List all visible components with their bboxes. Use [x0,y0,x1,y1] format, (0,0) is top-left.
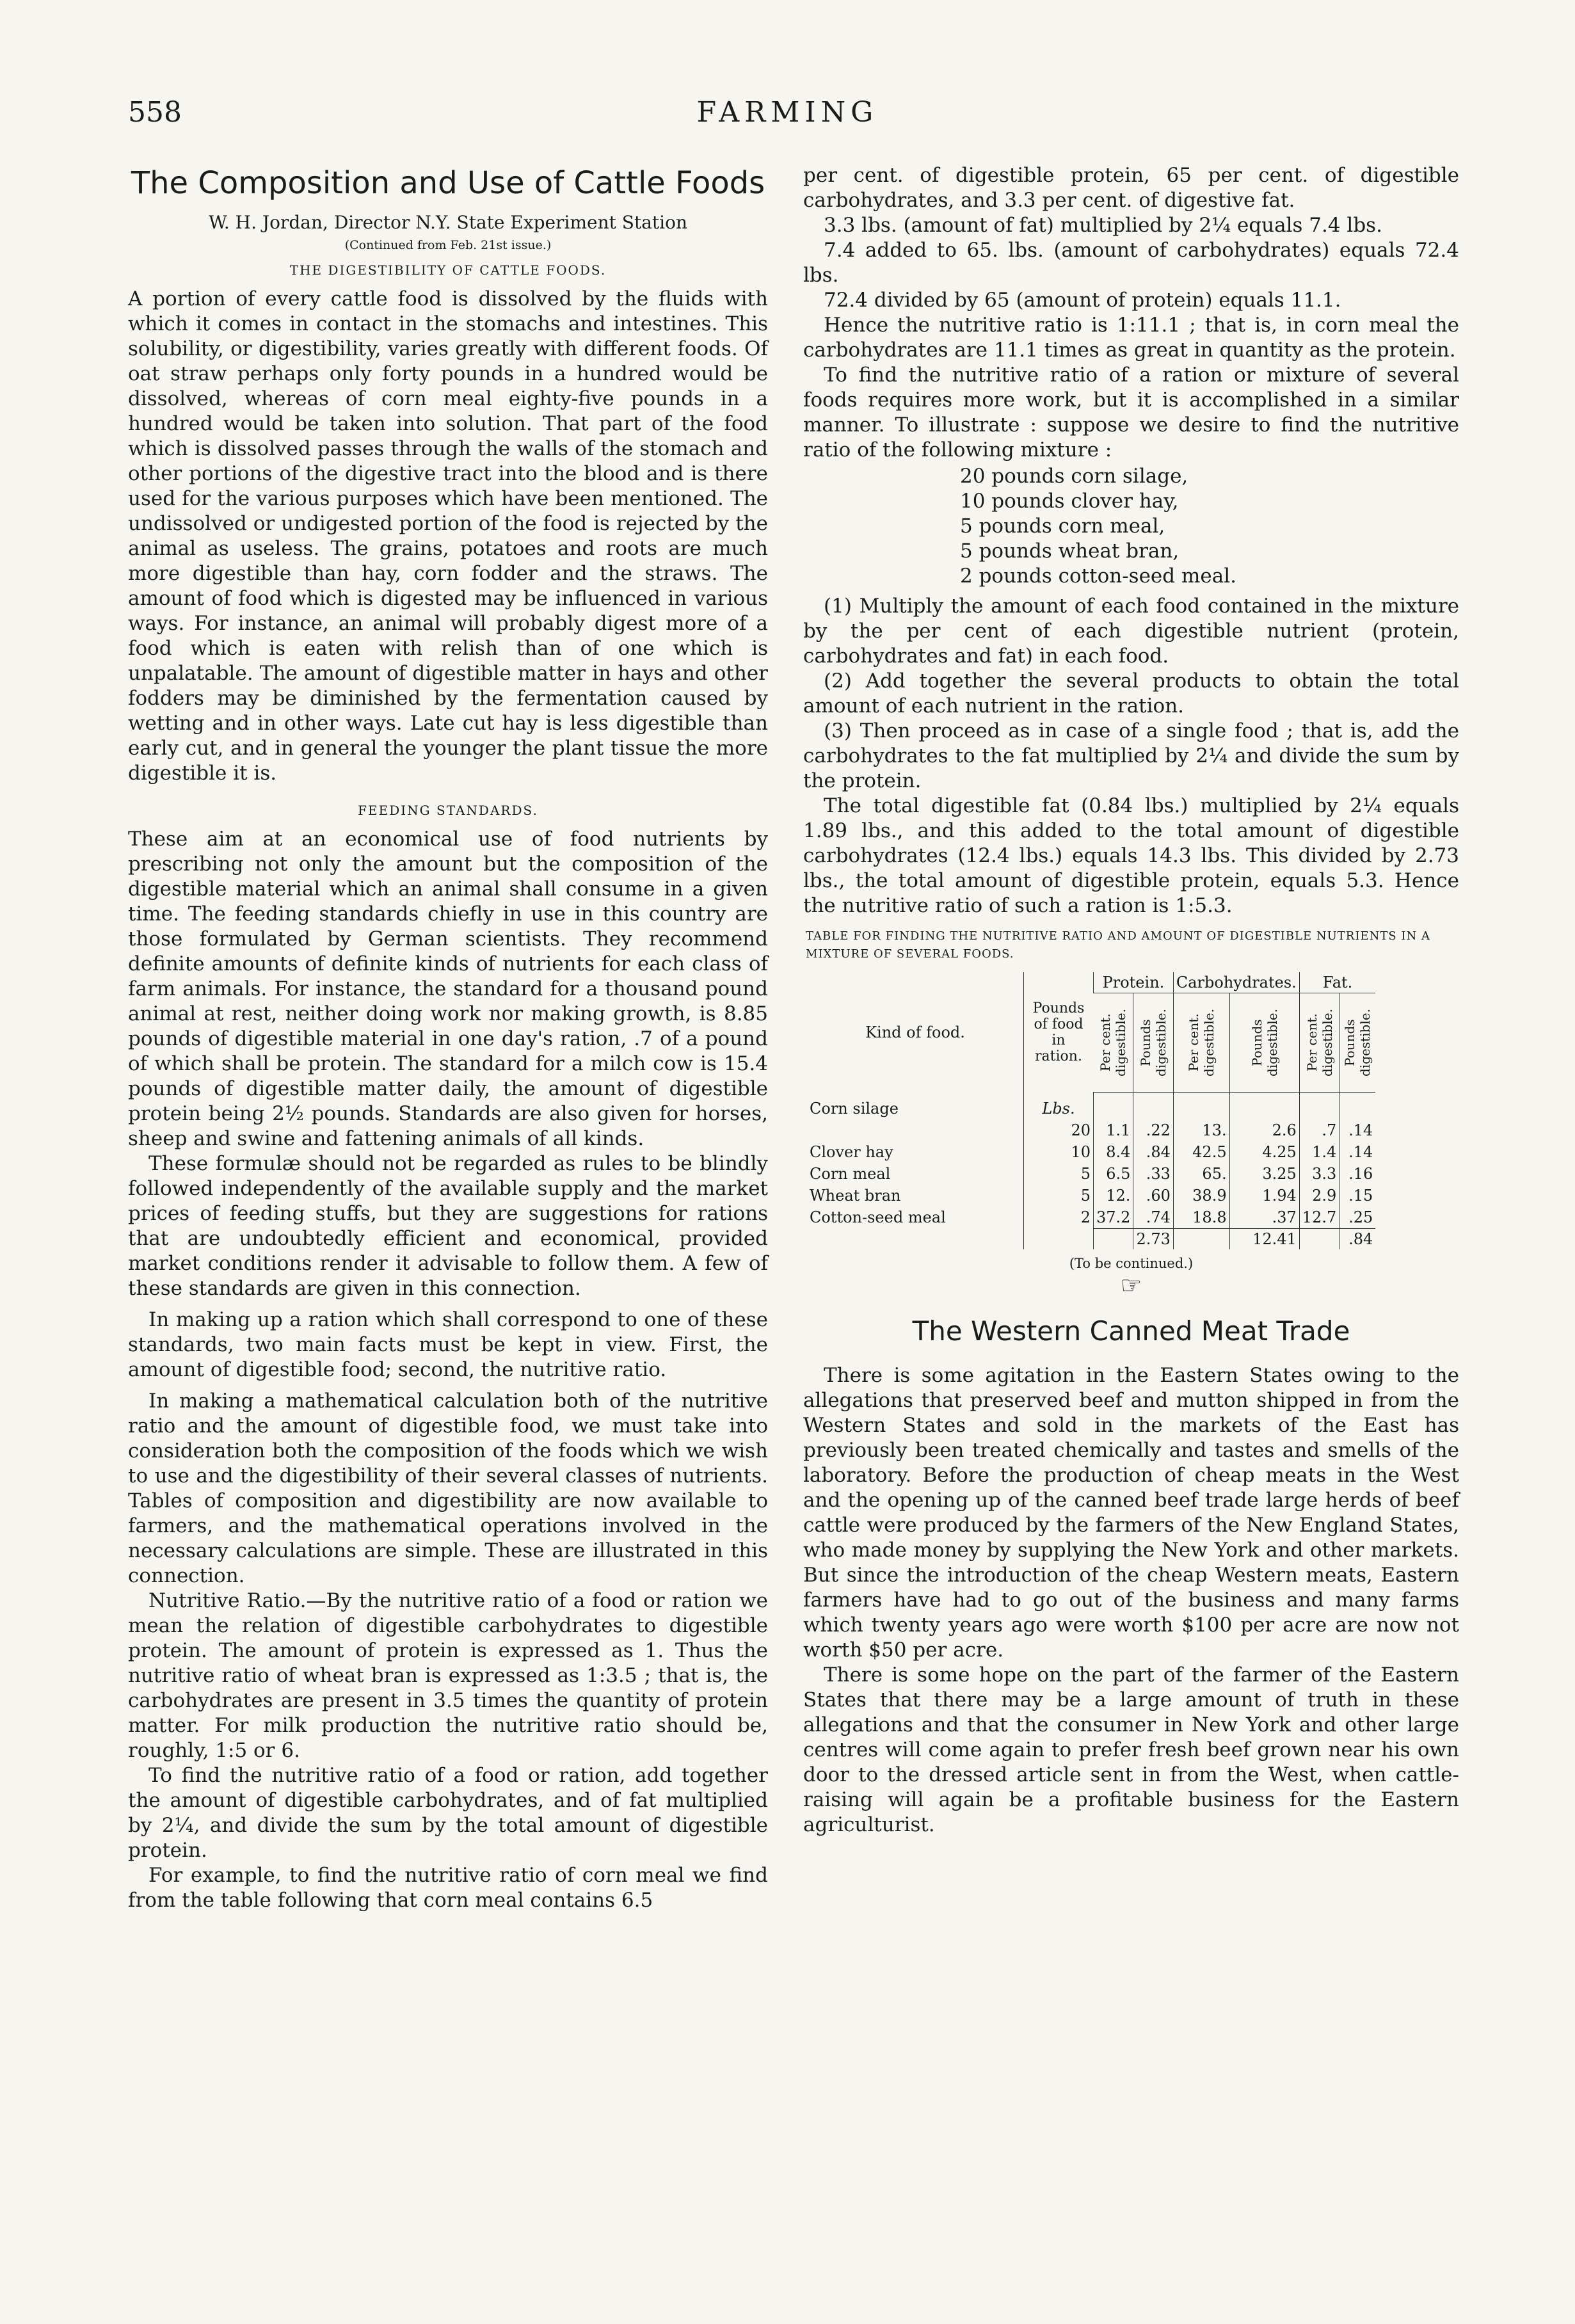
paragraph: There is some agitation in the Eastern States owing to the allegations that preserved beef and mutton shipped in from the Western States and sold in the markets of the East has previously been treated chemically and tastes and smells of the laboratory. Before the production of cheap meats in the West and the opening up of the canned beef trade large herds of beef cattle were produced by the farmers of the New England States, who made money by supplying the New York and other markets. But since the introduction of the cheap Western meats, Eastern farmers have had to go out of the business and many farms which twenty years ago were worth $100 per acre are now not worth $50 per acre. [803,1363,1459,1662]
row-label: Cotton-seed meal [810,1208,946,1226]
column-header-pounds: Pounds of food in ration. [1024,972,1094,1093]
subheader-percent: Per cent. digestible. [1304,1009,1335,1077]
cell: 5 [1024,1163,1094,1185]
cell: 13. [1173,1119,1229,1141]
left-column [128,163,768,1913]
to-be-continued: (To be continued.) [1069,1255,1194,1271]
list-item: 5 pounds corn meal, [960,515,1165,538]
cell: 42.5 [1173,1141,1229,1163]
group-header-fat: Fat. [1299,972,1375,993]
paragraph: In making up a ration which shall correspond to one of these standards, two main facts must be kept in view. First, the amount of digestible food; second, the nutritive ratio. [128,1308,768,1381]
cell: .60 [1133,1185,1173,1206]
subheader-percent: Per cent. digestible. [1098,1009,1129,1077]
cell: 6.5 [1094,1163,1133,1185]
list-item: 5 pounds wheat bran, [960,540,1179,563]
cell: .7 [1299,1119,1339,1141]
table-row [807,1185,1375,1206]
nutrient-table [807,972,1375,1249]
article-title: The Composition and Use of Cattle Foods [131,165,765,201]
section-heading-digestibility: THE DIGESTIBILITY OF CATTLE FOODS. [289,262,607,278]
cell: 8.4 [1094,1141,1133,1163]
cell: 38.9 [1173,1185,1229,1206]
cell: 2.9 [1299,1185,1339,1206]
cell: 5 [1024,1185,1094,1206]
subheader-percent: Per cent. digestible. [1186,1009,1217,1077]
byline: W. H. Jordan, Director N.Y. State Experiment Station [209,212,687,233]
paragraph: To find the nutritive ratio of a ration or mixture of several foods requires more work, but it is accomplished in a similar manner. To illustrate : suppose we desire to find the nutritive ratio of the following mixture : [803,364,1459,461]
page-number: 558 [128,96,182,129]
right-column [803,163,1459,1838]
row-label: Wheat bran [810,1186,901,1205]
paragraph: The total digestible fat (0.84 lbs.) multiplied by 2¼ equals 1.89 lbs., and this added to the total amount of digestible carbohydrates (12.4 lbs.) equals 14.3 lbs. This divided by 2.73 lbs., the total amount of digestible protein, equals 5.3. Hence the nutritive ratio of such a ration is 1:5.3. [803,794,1459,917]
group-header-carbohydrates: Carbohydrates. [1173,972,1299,993]
row-label: Corn silage [810,1099,899,1118]
cell: .84 [1133,1141,1173,1163]
cell: .14 [1339,1119,1376,1141]
unit-label: Lbs. [1024,1093,1094,1119]
total-protein: 2.73 [1133,1228,1173,1249]
table-row [807,1093,1375,1119]
cell: 4.25 [1229,1141,1299,1163]
row-label: Clover hay [810,1142,893,1161]
paragraph: These formulæ should not be regarded as rules to be blindly followed independently of the available supply and the market prices of feeding stuffs, but they are suggestions for rations that are undoubtedly efficient and economical, provided market conditions render it advisable to follow them. A few of these standards are given in this connection. [128,1152,768,1300]
table-row [807,1206,1375,1229]
cell: .14 [1339,1141,1376,1163]
paragraph-nutritive-ratio: Nutritive Ratio.—By the nutritive ratio of a food or ration we mean the relation of digestible carbohydrates to digestible protein. The amount of protein is expressed as 1. Thus the nutritive ratio of wheat bran is expressed as 1:3.5 ; that is, the carbohydrates are present in 3.5 times the quantity of protein matter. For milk production the nutritive ratio should be, roughly, 1:5 or 6. [128,1589,768,1762]
subheader-pounds: Pounds digestible. [1138,1009,1169,1077]
paragraph: In making a mathematical calculation both of the nutritive ratio and the amount of digestible food, we must take into consideration both the composition of the foods which we wish to use and the digestibility of their several classes of nutrients. Tables of composition and digestibility are now available to farmers, and the mathematical operations involved in the necessary calculations are simple. These are illustrated in this connection. [128,1390,768,1587]
list-item: 10 pounds clover hay, [960,490,1179,513]
paragraph: 72.4 divided by 65 (amount of protein) equals 11.1. [824,289,1341,312]
paragraph: per cent. of digestible protein, 65 per cent. of digestible carbohydrates, and 3.3 per cent. of digestive fat. [803,164,1459,212]
running-head: FARMING [696,96,879,129]
cell: .16 [1339,1163,1376,1185]
article-title: The Western Canned Meat Trade [912,1315,1350,1347]
cell: 12.7 [1299,1206,1339,1229]
cell: 1.94 [1229,1185,1299,1206]
cell: 12. [1094,1185,1133,1206]
cell: 1.1 [1094,1119,1133,1141]
cell: .22 [1133,1119,1173,1141]
cell: .33 [1133,1163,1173,1185]
section-heading-feeding-standards: FEEDING STANDARDS. [358,803,538,818]
cell: 10 [1024,1141,1094,1163]
paragraph: There is some hope on the part of the farmer of the Eastern States that there may be a large amount of truth in these allegations and that the consumer in New York and other large centres will come again to prefer fresh beef grown near his own door to the dressed article sent in from the West, when cattle-raising will again be a profitable business for the Eastern agriculturist. [803,1663,1459,1836]
cell: 1.4 [1299,1141,1339,1163]
cell: .25 [1339,1206,1376,1229]
paragraph: Hence the nutritive ratio is 1:11.1 ; that is, in corn meal the carbohydrates are 11.1 times as great in quantity as the protein. [803,314,1459,362]
cell: 2 [1024,1206,1094,1229]
paragraph: 3.3 lbs. (amount of fat) multiplied by 2¼ equals 7.4 lbs. [824,214,1382,237]
subheader-pounds: Pounds digestible. [1342,1009,1373,1077]
group-header-protein: Protein. [1094,972,1174,993]
paragraph: (3) Then proceed as in case of a single food ; that is, add the carbohydrates to the fat multiplied by 2¼ and divide the sum by the protein. [803,719,1459,792]
paragraph: For example, to find the nutritive ratio of corn meal we find from the table following that corn meal contains 6.5 [128,1864,768,1912]
table-row [807,1163,1375,1185]
total-carbohydrates: 12.41 [1229,1228,1299,1249]
table-caption: TABLE FOR FINDING THE NUTRITIVE RATIO AND AMOUNT OF DIGESTIBLE NUTRIENTS IN A MIXTURE OF SEVERAL FOODS. [806,929,1430,961]
paragraph: A portion of every cattle food is dissolved by the fluids with which it comes in contact in the stomachs and intestines. This solubility, or digestibility, varies greatly with different foods. Of oat straw perhaps only forty pounds in a hundred would be dissolved, whereas of corn meal eighty-five pounds in a hundred would be taken into solution. That part of the food which is dissolved passes through the walls of the stomach and other portions of the digestive tract into the blood and is there used for the various purposes which have been mentioned. The undissolved or undigested portion of the food is rejected by the animal as useless. The grains, potatoes and roots are much more digestible than hay, corn fodder and the straws. The amount of food which is digested may be influenced in various ways. For instance, an animal will probably digest more of a food which is eaten with relish than of one which is unpalatable. The amount of digestible matter in hays and other fodders may be diminished by the fermentation caused by wetting and in other ways. Late cut hay is less digestible than early cut, and in general the younger the plant tissue the more digestible it is. [128,287,768,785]
list-item: 2 pounds cotton-seed meal. [960,565,1236,588]
table-row [807,1141,1375,1163]
cell: 2.6 [1229,1119,1299,1141]
totals-row [807,1228,1375,1249]
cell: .37 [1229,1206,1299,1229]
total-fat: .84 [1339,1228,1376,1249]
cell: 20 [1024,1119,1094,1141]
ration-list [803,464,1459,589]
table-row [807,1119,1375,1141]
paragraph: (1) Multiply the amount of each food contained in the mixture by the per cent of each digestible nutrient (protein, carbohydrates and fat) in each food. [803,595,1459,668]
column-header-kind: Kind of food. [865,1023,965,1041]
cell: 3.25 [1229,1163,1299,1185]
cell: 3.3 [1299,1163,1339,1185]
subheader-pounds: Pounds digestible. [1249,1009,1280,1077]
pointing-hand-icon: ☞ [1120,1270,1142,1299]
paragraph: To find the nutritive ratio of a food or ration, add together the amount of digestible carbohydrates, and of fat multiplied by 2¼, and divide the sum by the total amount of digestible protein. [128,1764,768,1862]
cell: .15 [1339,1185,1376,1206]
cell: 37.2 [1094,1206,1133,1229]
continued-note: (Continued from Feb. 21st issue.) [344,238,552,252]
row-label: Corn meal [810,1164,891,1183]
cell: .74 [1133,1206,1173,1229]
list-item: 20 pounds corn silage, [960,465,1188,488]
paragraph: These aim at an economical use of food nutrients by prescribing not only the amount but the composition of the digestible material which an animal shall consume in a given time. The feeding standards chiefly in use in this country are those formulated by German scientists. They recommend definite amounts of definite kinds of nutrients for each class of farm animals. For instance, the standard for a thousand pound animal at rest, neither doing work nor making growth, is 8.85 pounds of digestible material in one day's ration, .7 of a pound of which shall be protein. The standard for a milch cow is 15.4 pounds of digestible matter daily, the amount of digestible protein being 2½ pounds. Standards are also given for horses, sheep and swine and fattening animals of all kinds. [128,828,768,1150]
cell: 18.8 [1173,1206,1229,1229]
cell: 65. [1173,1163,1229,1185]
paragraph: 7.4 added to 65. lbs. (amount of carbohydrates) equals 72.4 lbs. [803,239,1459,287]
paragraph: (2) Add together the several products to obtain the total amount of each nutrient in the ration. [803,669,1459,717]
